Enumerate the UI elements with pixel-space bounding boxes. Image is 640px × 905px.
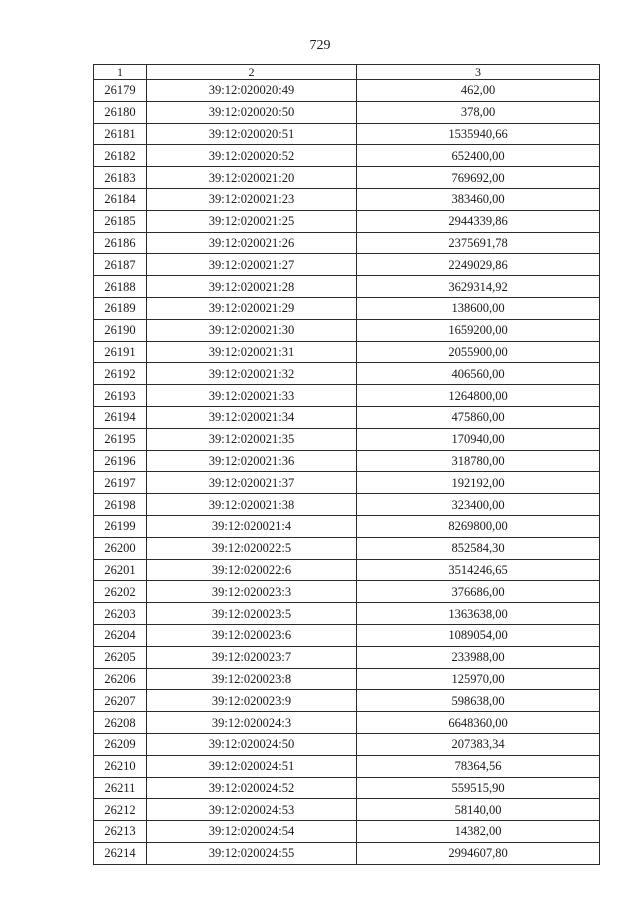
row-number-cell: 26181 (94, 123, 147, 145)
value-cell: 559515,90 (357, 777, 600, 799)
column-header-3: 3 (357, 65, 600, 80)
row-number-cell: 26211 (94, 777, 147, 799)
row-number-cell: 26208 (94, 712, 147, 734)
table-row (94, 363, 600, 385)
row-number-cell: 26184 (94, 188, 147, 210)
row-number-cell: 26194 (94, 406, 147, 428)
cadastral-number-cell: 39:12:020020:52 (147, 145, 357, 167)
row-number-cell: 26187 (94, 254, 147, 276)
cadastral-number-cell: 39:12:020021:28 (147, 276, 357, 298)
table-row (94, 450, 600, 472)
table-row (94, 319, 600, 341)
cadastral-number-cell: 39:12:020024:50 (147, 733, 357, 755)
table-row (94, 472, 600, 494)
value-cell: 1659200,00 (357, 319, 600, 341)
cadastral-number-cell: 39:12:020023:9 (147, 690, 357, 712)
table-row (94, 755, 600, 777)
cadastral-number-cell: 39:12:020020:51 (147, 123, 357, 145)
row-number-cell: 26203 (94, 603, 147, 625)
value-cell: 652400,00 (357, 145, 600, 167)
row-number-cell: 26188 (94, 276, 147, 298)
cadastral-number-cell: 39:12:020021:37 (147, 472, 357, 494)
table-row (94, 537, 600, 559)
cadastral-number-cell: 39:12:020021:20 (147, 167, 357, 189)
row-number-cell: 26201 (94, 559, 147, 581)
table-row (94, 690, 600, 712)
value-cell: 2055900,00 (357, 341, 600, 363)
row-number-cell: 26198 (94, 494, 147, 516)
cadastral-number-cell: 39:12:020021:33 (147, 385, 357, 407)
table-row (94, 210, 600, 232)
table-row (94, 188, 600, 210)
table-row (94, 428, 600, 450)
table-row (94, 297, 600, 319)
cadastral-number-cell: 39:12:020021:38 (147, 494, 357, 516)
row-number-cell: 26193 (94, 385, 147, 407)
table-row (94, 232, 600, 254)
cadastral-number-cell: 39:12:020020:49 (147, 80, 357, 102)
row-number-cell: 26190 (94, 319, 147, 341)
cadastral-number-cell: 39:12:020021:27 (147, 254, 357, 276)
value-cell: 1535940,66 (357, 123, 600, 145)
row-number-cell: 26186 (94, 232, 147, 254)
cadastral-number-cell: 39:12:020023:5 (147, 603, 357, 625)
value-cell: 2249029,86 (357, 254, 600, 276)
value-cell: 233988,00 (357, 646, 600, 668)
row-number-cell: 26212 (94, 799, 147, 821)
cadastral-number-cell: 39:12:020021:31 (147, 341, 357, 363)
row-number-cell: 26204 (94, 624, 147, 646)
value-cell: 138600,00 (357, 297, 600, 319)
table-row (94, 603, 600, 625)
row-number-cell: 26210 (94, 755, 147, 777)
row-number-cell: 26213 (94, 821, 147, 843)
cadastral-number-cell: 39:12:020021:26 (147, 232, 357, 254)
row-number-cell: 26191 (94, 341, 147, 363)
row-number-cell: 26207 (94, 690, 147, 712)
cadastral-number-cell: 39:12:020021:30 (147, 319, 357, 341)
value-cell: 378,00 (357, 101, 600, 123)
table-row (94, 646, 600, 668)
cadastral-number-cell: 39:12:020021:25 (147, 210, 357, 232)
row-number-cell: 26209 (94, 733, 147, 755)
value-cell: 6648360,00 (357, 712, 600, 734)
cadastral-number-cell: 39:12:020020:50 (147, 101, 357, 123)
registry-table (93, 64, 600, 865)
row-number-cell: 26189 (94, 297, 147, 319)
value-cell: 58140,00 (357, 799, 600, 821)
table-row (94, 101, 600, 123)
cadastral-number-cell: 39:12:020023:7 (147, 646, 357, 668)
value-cell: 1363638,00 (357, 603, 600, 625)
cadastral-number-cell: 39:12:020023:6 (147, 624, 357, 646)
value-cell: 78364,56 (357, 755, 600, 777)
cadastral-number-cell: 39:12:020024:54 (147, 821, 357, 843)
table-row (94, 559, 600, 581)
value-cell: 475860,00 (357, 406, 600, 428)
cadastral-number-cell: 39:12:020021:36 (147, 450, 357, 472)
row-number-cell: 26185 (94, 210, 147, 232)
value-cell: 192192,00 (357, 472, 600, 494)
cadastral-number-cell: 39:12:020021:35 (147, 428, 357, 450)
value-cell: 8269800,00 (357, 515, 600, 537)
table-row (94, 385, 600, 407)
cadastral-number-cell: 39:12:020021:34 (147, 406, 357, 428)
table-row (94, 821, 600, 843)
cadastral-number-cell: 39:12:020021:32 (147, 363, 357, 385)
table-row (94, 406, 600, 428)
cadastral-number-cell: 39:12:020022:5 (147, 537, 357, 559)
table-row (94, 624, 600, 646)
value-cell: 383460,00 (357, 188, 600, 210)
cadastral-number-cell: 39:12:020021:23 (147, 188, 357, 210)
row-number-cell: 26197 (94, 472, 147, 494)
table-row (94, 123, 600, 145)
value-cell: 207383,34 (357, 733, 600, 755)
column-header-1: 1 (94, 65, 147, 80)
table-row (94, 515, 600, 537)
table-row (94, 80, 600, 102)
table-row (94, 276, 600, 298)
table-row (94, 341, 600, 363)
row-number-cell: 26183 (94, 167, 147, 189)
cadastral-number-cell: 39:12:020021:29 (147, 297, 357, 319)
cadastral-number-cell: 39:12:020024:51 (147, 755, 357, 777)
row-number-cell: 26199 (94, 515, 147, 537)
table-row (94, 668, 600, 690)
cadastral-number-cell: 39:12:020023:3 (147, 581, 357, 603)
value-cell: 406560,00 (357, 363, 600, 385)
value-cell: 1089054,00 (357, 624, 600, 646)
value-cell: 852584,30 (357, 537, 600, 559)
value-cell: 598638,00 (357, 690, 600, 712)
table-row (94, 777, 600, 799)
cadastral-number-cell: 39:12:020024:53 (147, 799, 357, 821)
row-number-cell: 26205 (94, 646, 147, 668)
value-cell: 125970,00 (357, 668, 600, 690)
cadastral-number-cell: 39:12:020022:6 (147, 559, 357, 581)
value-cell: 1264800,00 (357, 385, 600, 407)
cadastral-number-cell: 39:12:020024:52 (147, 777, 357, 799)
row-number-cell: 26202 (94, 581, 147, 603)
table-row (94, 254, 600, 276)
table-row (94, 581, 600, 603)
row-number-cell: 26196 (94, 450, 147, 472)
row-number-cell: 26179 (94, 80, 147, 102)
row-number-cell: 26182 (94, 145, 147, 167)
value-cell: 323400,00 (357, 494, 600, 516)
value-cell: 769692,00 (357, 167, 600, 189)
value-cell: 2375691,78 (357, 232, 600, 254)
cadastral-number-cell: 39:12:020024:3 (147, 712, 357, 734)
table-row (94, 842, 600, 864)
cadastral-number-cell: 39:12:020024:55 (147, 842, 357, 864)
row-number-cell: 26192 (94, 363, 147, 385)
page-number: 729 (309, 38, 331, 53)
table-row (94, 145, 600, 167)
cadastral-number-cell: 39:12:020023:8 (147, 668, 357, 690)
row-number-cell: 26214 (94, 842, 147, 864)
table-row (94, 733, 600, 755)
table-row (94, 494, 600, 516)
table-body (94, 80, 600, 865)
value-cell: 14382,00 (357, 821, 600, 843)
value-cell: 376686,00 (357, 581, 600, 603)
value-cell: 2944339,86 (357, 210, 600, 232)
column-header-2: 2 (147, 65, 357, 80)
row-number-cell: 26206 (94, 668, 147, 690)
cadastral-number-cell: 39:12:020021:4 (147, 515, 357, 537)
value-cell: 3629314,92 (357, 276, 600, 298)
value-cell: 3514246,65 (357, 559, 600, 581)
table-row (94, 799, 600, 821)
value-cell: 2994607,80 (357, 842, 600, 864)
row-number-cell: 26200 (94, 537, 147, 559)
table-row (94, 712, 600, 734)
row-number-cell: 26180 (94, 101, 147, 123)
table-header-row (94, 65, 600, 80)
row-number-cell: 26195 (94, 428, 147, 450)
table-row (94, 167, 600, 189)
value-cell: 462,00 (357, 80, 600, 102)
value-cell: 318780,00 (357, 450, 600, 472)
value-cell: 170940,00 (357, 428, 600, 450)
